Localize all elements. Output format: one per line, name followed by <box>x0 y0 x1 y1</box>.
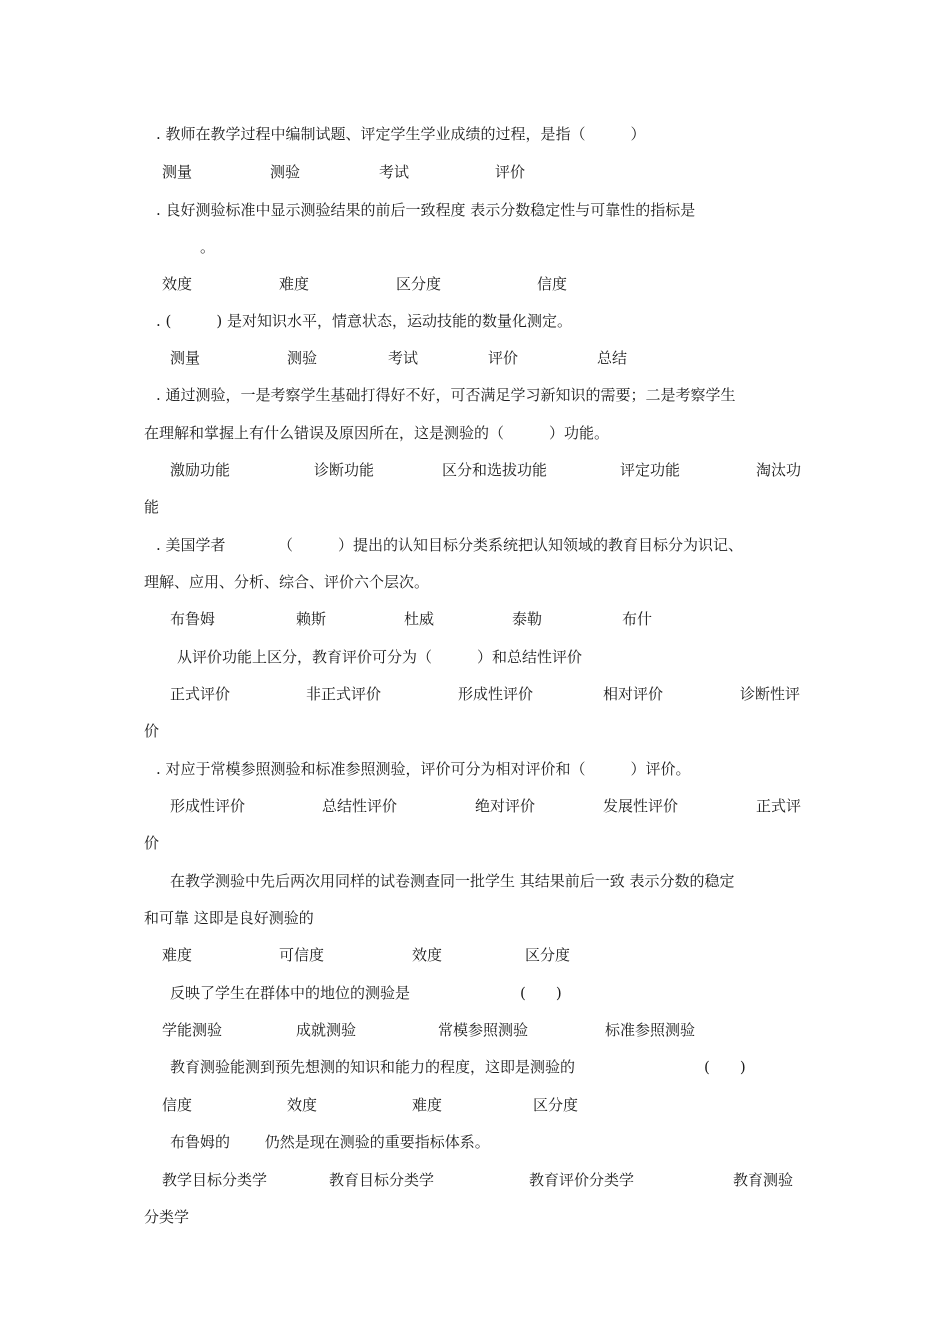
question-3-option-c: 考试 <box>388 349 419 367</box>
question-9-stem: 反映了学生在群体中的地位的测验是 <box>170 984 411 1002</box>
question-8-stem-line-2: 和可靠 这即是良好测验的 <box>144 909 314 927</box>
question-8-stem-line-1: 在教学测验中先后两次用同样的试卷测查同一批学生 其结果前后一致 表示分数的稳定 <box>170 872 735 890</box>
question-11-option-b: 教育目标分类学 <box>329 1171 435 1189</box>
question-8-option-b: 可信度 <box>279 946 325 964</box>
question-11-option-d-continued: 分类学 <box>144 1208 190 1226</box>
question-6-option-e: 诊断性评 <box>740 685 801 703</box>
question-9-option-c: 常模参照测验 <box>438 1021 529 1039</box>
question-5-option-d: 泰勒 <box>512 610 543 628</box>
question-8-option-a: 难度 <box>162 946 193 964</box>
question-3-option-e: 总结 <box>597 349 628 367</box>
question-2-stem-line-1: . 良好测验标准中显示测验结果的前后一致程度 表示分数稳定性与可靠性的指标是 <box>156 201 696 219</box>
question-10-option-c: 难度 <box>412 1096 443 1114</box>
question-11-option-d: 教育测验 <box>733 1171 794 1189</box>
question-7-option-e-continued: 价 <box>144 834 160 852</box>
question-11-stem: 布鲁姆的 仍然是现在测验的重要指标体系。 <box>170 1133 490 1151</box>
question-11-option-c: 教育评价分类学 <box>529 1171 635 1189</box>
question-6-option-c: 形成性评价 <box>458 685 534 703</box>
question-6-option-d: 相对评价 <box>603 685 664 703</box>
question-10-option-a: 信度 <box>162 1096 193 1114</box>
question-3-option-a: 测量 <box>170 349 201 367</box>
question-2-option-d: 信度 <box>537 275 568 293</box>
question-4-stem-line-2: 在理解和掌握上有什么错误及原因所在，这是测验的（ ）功能。 <box>144 424 610 442</box>
question-4-option-e: 淘汰功 <box>756 461 802 479</box>
question-5-option-a: 布鲁姆 <box>170 610 216 628</box>
question-5-stem-line-1: . 美国学者 （ ）提出的认知目标分类系统把认知领域的教育目标分为识记、 <box>156 536 744 554</box>
question-7-option-a: 形成性评价 <box>170 797 246 815</box>
question-7-option-e: 正式评 <box>756 797 802 815</box>
question-5-option-e: 布什 <box>622 610 653 628</box>
question-7-stem: . 对应于常模参照测验和标准参照测验，评价可分为相对评价和（ ）评价。 <box>156 760 691 778</box>
question-7-option-d: 发展性评价 <box>603 797 679 815</box>
question-6-option-e-continued: 价 <box>144 722 160 740</box>
question-10-option-b: 效度 <box>287 1096 318 1114</box>
question-10-stem: 教育测验能测到预先想测的知识和能力的程度，这即是测验的 <box>170 1058 576 1076</box>
question-6-stem: 从评价功能上区分，教育评价可分为（ ）和总结性评价 <box>177 648 583 666</box>
question-4-option-b: 诊断功能 <box>314 461 375 479</box>
question-4-option-e-continued: 能 <box>144 498 160 516</box>
question-8-option-c: 效度 <box>412 946 443 964</box>
question-10-option-d: 区分度 <box>533 1096 579 1114</box>
question-7-option-b: 总结性评价 <box>322 797 398 815</box>
question-5-option-c: 杜威 <box>404 610 435 628</box>
question-1-option-c: 考试 <box>379 163 410 181</box>
question-9-option-b: 成就测验 <box>296 1021 357 1039</box>
question-1-stem: . 教师在教学过程中编制试题、评定学生学业成绩的过程，是指（ ） <box>156 125 646 143</box>
question-2-option-c: 区分度 <box>396 275 442 293</box>
question-11-option-a: 教学目标分类学 <box>162 1171 268 1189</box>
question-4-option-c: 区分和选拔功能 <box>442 461 548 479</box>
question-4-option-d: 评定功能 <box>620 461 681 479</box>
question-9-option-d: 标准参照测验 <box>605 1021 696 1039</box>
question-2-stem-line-2: 。 <box>200 238 216 256</box>
question-3-stem: . ( ) 是对知识水平，情意状态，运动技能的数量化测定。 <box>156 312 573 330</box>
question-3-option-b: 测验 <box>287 349 318 367</box>
question-2-option-a: 效度 <box>162 275 193 293</box>
question-4-option-a: 激励功能 <box>170 461 231 479</box>
question-5-option-b: 赖斯 <box>296 610 327 628</box>
question-8-option-d: 区分度 <box>525 946 571 964</box>
question-1-option-a: 测量 <box>162 163 193 181</box>
question-9-option-a: 学能测验 <box>162 1021 223 1039</box>
question-5-stem-line-2: 理解、应用、分析、综合、评价六个层次。 <box>144 573 430 591</box>
question-1-option-b: 测验 <box>270 163 301 181</box>
question-6-option-a: 正式评价 <box>170 685 231 703</box>
question-4-stem-line-1: . 通过测验，一是考察学生基础打得好不好，可否满足学习新知识的需要；二是考察学生 <box>156 386 736 404</box>
question-1-option-d: 评价 <box>495 163 526 181</box>
question-7-option-c: 绝对评价 <box>475 797 536 815</box>
question-9-answer-blank: ( ) <box>520 984 562 1002</box>
question-2-option-b: 难度 <box>279 275 310 293</box>
question-10-answer-blank: ( ) <box>704 1058 746 1076</box>
question-6-option-b: 非正式评价 <box>306 685 382 703</box>
question-3-option-d: 评价 <box>488 349 519 367</box>
